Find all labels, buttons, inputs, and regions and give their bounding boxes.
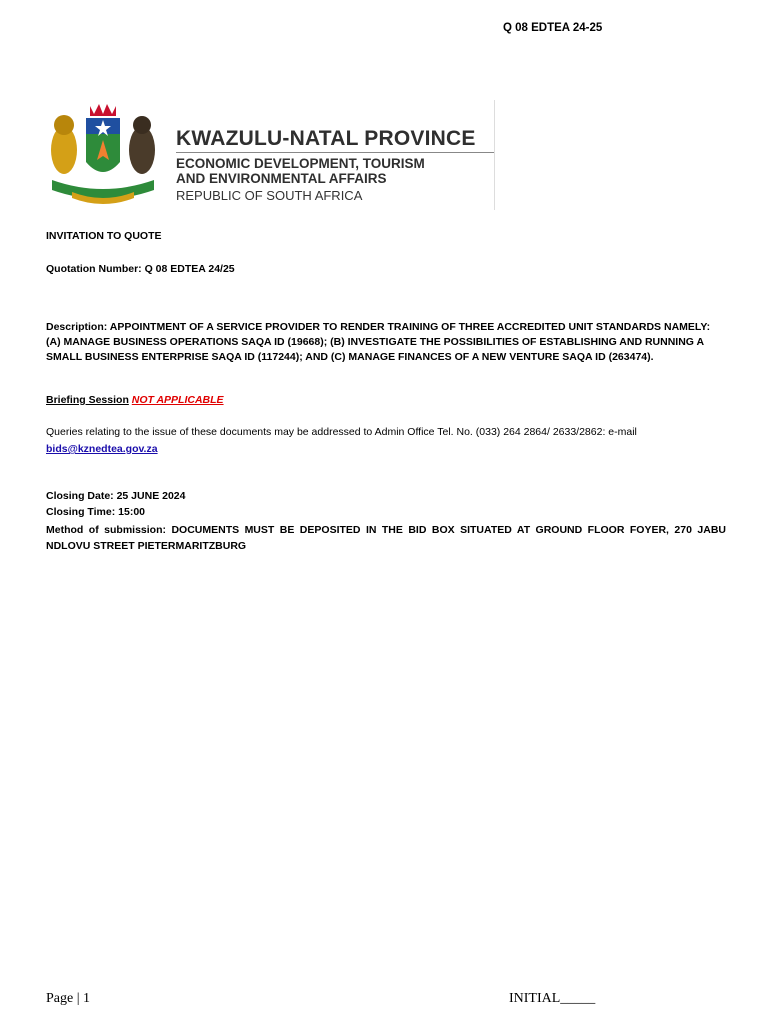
closing-time: Closing Time: 15:00 <box>46 506 146 518</box>
document-reference: Q 08 EDTEA 24-25 <box>503 22 603 34</box>
department-name-line-2: AND ENVIRONMENTAL AFFAIRS <box>176 171 387 186</box>
closing-date: Closing Date: 25 JUNE 2024 <box>46 490 186 502</box>
description-line-1: Description: APPOINTMENT OF A SERVICE PROVIDER TO RENDER TRAINING OF THREE ACCREDITED UNIT STANDARDS NAMELY: <box>46 321 711 333</box>
department-name-line-1: ECONOMIC DEVELOPMENT, TOURISM <box>176 156 425 171</box>
email-wrapper <box>46 443 158 455</box>
email-link[interactable]: bids@kznedtea.gov.za <box>46 443 158 455</box>
briefing-session <box>46 394 224 406</box>
briefing-label: Briefing Session <box>46 394 129 406</box>
initial-field: INITIAL_____ <box>509 991 596 1006</box>
country-name: REPUBLIC OF SOUTH AFRICA <box>176 188 363 203</box>
queries-text: Queries relating to the issue of these documents may be addressed to Admin Office Tel. No. (033) 264 2864/ 2633/2862: e-mail <box>46 426 637 438</box>
page-number: Page | 1 <box>46 991 91 1006</box>
logo-divider <box>176 152 494 153</box>
description-block <box>46 320 726 365</box>
quotation-number: Quotation Number: Q 08 EDTEA 24/25 <box>46 263 235 275</box>
coat-of-arms-icon <box>42 100 164 210</box>
department-logo <box>42 100 495 210</box>
description-line-2: (A) MANAGE BUSINESS OPERATIONS SAQA ID (19668); (B) INVESTIGATE THE POSSIBILITIES OF ESTABLISHING AND RUNNING A <box>46 336 705 348</box>
province-name: KWAZULU-NATAL PROVINCE <box>176 127 476 150</box>
description-line-3: SMALL BUSINESS ENTERPRISE SAQA ID (117244); AND (C) MANAGE FINANCES OF A NEW VENTURE SAQA ID (263474). <box>46 351 654 363</box>
briefing-value: NOT APPLICABLE <box>131 394 224 406</box>
document-heading: INVITATION TO QUOTE <box>46 230 162 242</box>
method-of-submission: Method of submission: DOCUMENTS MUST BE DEPOSITED IN THE BID BOX SITUATED AT GROUND FLOOR FOYER, 270 JABU NDLOVU STREET PIETERMARITZBURG <box>46 524 726 552</box>
